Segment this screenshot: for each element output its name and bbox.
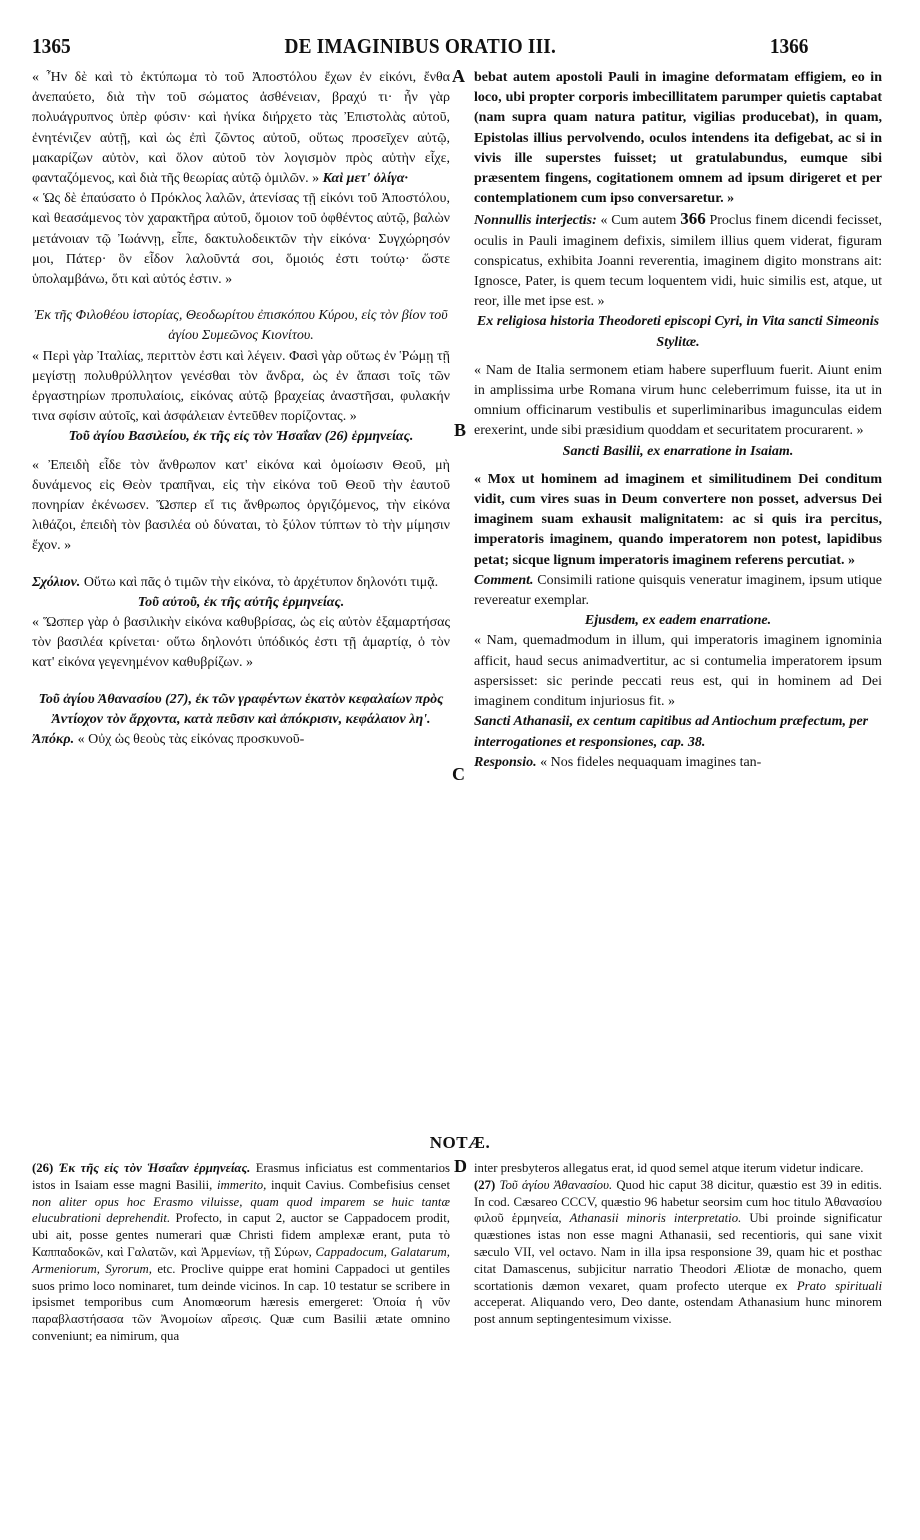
greek-scholion: Σχόλιον. Οὕτω καὶ πᾶς ὁ τιμῶν τὴν εἰκόνα, τὸ ἀρχέτυπον δηλονότι τιμᾷ. bbox=[32, 574, 439, 590]
note-26-continued: inter presbyteros allegatus erat, id quod semel atque iterum videtur indicare. bbox=[474, 1161, 864, 1175]
response-label: Ἀπόκρ. bbox=[32, 732, 75, 748]
greek-column bbox=[32, 68, 450, 750]
greek-paragraph: « Ἐπειδὴ εἶδε τὸν ἄνθρωπον κατ' εἰκόνα καὶ ὁμοίωσιν Θεοῦ, μὴ δυνάμενος εἰς Θεὸν τραπῆναι, εἰς τὴν εἰκόνα τοῦ Θεοῦ τὴν ἑαυτοῦ πονηρίαν ἐκένωσεν. Ὥσπερ εἴ τις ἄνθρωπος ὀργιζόμενος, τὴν εἰκόνα λιθάζοι, ἐπειδὴ τὸν βασιλέα οὐ δύναται, τὸ ξύλον τύπτων τὸ τὴν μίμησιν ἔχον. » bbox=[32, 457, 450, 554]
latin-paragraph: Nonnullis interjectis: « Cum autem 366 Proclus finem dicendi fecisset, oculis in Pauli imaginem defixis, similem illius quem viderat, figuram conspicatus, exhibita Joanni reverentia, imaginem digito monstrans ait: Ignosce, Pater, is quem tecum loquentem vidi, huic similis est, atque, ut reor, ille met ipse est. » bbox=[474, 209, 883, 310]
latin-section-heading: Ejusdem, ex eadem enarratione. bbox=[584, 613, 772, 629]
greek-section-heading: Τοῦ ἁγίου Βασιλείου, ἐκ τῆς εἰς τὸν Ἡσαΐαν (26) ἑρμηνείας. bbox=[68, 429, 414, 445]
notes-left-column bbox=[32, 1160, 450, 1345]
latin-paragraph: « Nam de Italia sermonem etiam habere superfluum fuerit. Aiunt enim in amplissima urbe Romana virum hunc celeberrimum fuisse, ita ut in omnium officinarum vestibulis et superliminaribus imagunculas eidem erexerint, unde sibi præsidium quoddam et securitatem procurarent. » bbox=[474, 362, 882, 439]
latin-comment: Comment. Consimili ratione quisquis veneratur imaginem, ipsum utique revereatur exemplar. bbox=[474, 572, 882, 609]
note-number: (26) bbox=[32, 1161, 54, 1175]
greek-interjection: Καὶ μετ' ὀλίγα· bbox=[322, 171, 408, 187]
latin-paragraph: « Mox ut hominem ad imaginem et similitudinem Dei conditum vidit, cum vires suas in Deum convertere non posset, adversus Dei imaginem suam exhausit malignitatem: ac si quis ira percitus, imperatoris imaginem, quando imperatorem non potest, lapidibus petat; sicque lignum imperatoris imaginem referens percutiat. » bbox=[474, 471, 882, 568]
response-label: Responsio. bbox=[474, 754, 537, 770]
scholion-label: Σχόλιον. bbox=[32, 574, 81, 590]
latin-paragraph: Responsio. « Nos fideles nequaquam imagines tan- bbox=[474, 754, 762, 770]
inline-column-marker: 366 bbox=[680, 209, 706, 229]
greek-paragraph: « Ὡς δὲ ἐπαύσατο ὁ Πρόκλος λαλῶν, ἀτενίσας τῇ εἰκόνι τοῦ Ἀποστόλου, καὶ θεασάμενος τὸν χαρακτῆρα αὐτοῦ, ὅμοιον τοῦ ὀφθέντος αὐτῷ, βαλὼν μετάνοιαν τῷ Ἰωάννῃ, εἶπε, δακτυλοδεικτῶν τὴν εἰκόνα· Συγχώρησόν μοι, Πάτερ· ὃν εἶδον λαλοῦντά σοι, ὅμοιός ἐστι τούτῳ· ὥστε ὑπολαμβάνω, ὅτι καὶ αὐτός ἐστιν. » bbox=[32, 191, 450, 288]
running-header bbox=[32, 34, 808, 62]
latin-paragraph: « Nam, quemadmodum in illum, qui imperatoris imaginem ignominia afficit, haud secus animadvertitur, ac si contumelia imperatorem ipsum aspersisset: sic perinde peccati reus est, qui in hominem ad Dei imaginem conditum injuriosus fit. » bbox=[474, 633, 882, 710]
note-27: (27) Τοῦ ἁγίου Ἀθανασίου. Quod hic caput 38 dicitur, quæstio est 39 in editis. In cod. Cæsareo CCCV, quæstio 96 habetur seorsim cum hoc titulo Ἀθανασίου φιλοῦ ἑρμηνεία, Athanasii minoris interpretatio. Ubi proinde significatur quæstiones istas non esse magni Athanasii, sed recentioris, qui sane vixit sæculo VII, vel octavo. Nam in illa ipsa responsione 39, quam hic et posthac citat Damascenus, subjicitur narratio Theodori Æliotæ de monacho, quem scortationis dæmon vexaret, quam profecto uterque ex Prato spirituali acceperat. Aliquando vero, Deo dante, ostendam Athanasium hunc minorem post annum septingentesimum vixisse. bbox=[474, 1177, 883, 1327]
margin-letter-d: D bbox=[454, 1156, 467, 1176]
greek-section-heading: Τοῦ ἁγίου Ἀθανασίου (27), ἐκ τῶν γραφέντων ἑκατὸν κεφαλαίων πρὸς Ἀντίοχον τὸν ἄρχοντα, κατὰ πεῦσιν καὶ ἀπόκρισιν, κεφάλαιον λη'. bbox=[38, 691, 444, 727]
note-26: (26) Ἐκ τῆς εἰς τὸν Ἡσαΐαν ἑρμηνείας. Erasmus inficiatus est commentarios istos in Isaiam esse magni Basilii, immerito, inquit Cavius. Combefisius censet non aliter opus hoc Erasmo viluisse, quam quod imparem se huic tantæ elucubrationi deprehendit. Profecto, in caput 2, auctor se Cappadocem prodit, ubi ait, posse gentes numerari quæ Christi fidem amplexæ erant, puta τὸ Καππαδοκῶν, καὶ Γαλατῶν, καὶ Ἀρμενίων, τῇ Σύρων, Cappadocum, Galatarum, Armeniorum, Syrorum, etc. Proclive quippe erat homini Cappadoci ut gentiles suos primo loco nominaret, tum deinde vicinos. In cap. 10 testatur se scribere in ipsismet temporibus cum Anomœorum hæresis emergeret: Ὁποία ἡ νῦν παραβλαστήσασα τῶν Ἀνομοίων αἵρεσις. Quæ cum Basilii ætate omnino conveniunt; ea nimirum, qua bbox=[32, 1161, 451, 1343]
notes-title: NOTÆ. bbox=[429, 1133, 491, 1152]
margin-letter-b: B bbox=[454, 420, 467, 440]
left-column-number: 1365 bbox=[32, 34, 71, 58]
latin-section-heading: Sancti Athanasii, ex centum capitibus ad Antiochum præfectum, per interrogationes et responsiones, cap. 38. bbox=[474, 714, 869, 750]
latin-paragraph: bebat autem apostoli Pauli in imagine deformatam effigiem, eo in loco, ubi propter corporis imbecillitatem parumper quietis captabat (nam supra quam natura patitur, vigilias producebat), in quam, Epistolas illius pervolvendo, oculos intendens ita defigebat, ac si in vivis ille superstes fuisset; ut gratulabundus, eumque sibi præsentem fingens, cogitationem omnem ad ipsum dirigeret et per contemplationem cum ipso conversaretur. » bbox=[474, 70, 882, 207]
running-title: DE IMAGINIBUS ORATIO III. bbox=[284, 34, 557, 58]
greek-paragraph: Ἀπόκρ. « Οὐχ ὡς θεοὺς τὰς εἰκόνας προσκυνοῦ- bbox=[32, 732, 305, 748]
greek-paragraph: « Ὥσπερ γὰρ ὁ βασιλικὴν εἰκόνα καθυβρίσας, ὡς εἰς αὐτὸν ἐξαμαρτήσας τὸν βασιλέα κρίνεται· οὕτω δηλονότι ὑπόδικός ἐστι τῇ ἁμαρτίᾳ, ὁ τὸν κατ' εἰκόνα γεγενημένον καθυβρίζων. » bbox=[32, 615, 450, 671]
notes-right-column bbox=[474, 1160, 882, 1328]
right-column-number: 1366 bbox=[769, 34, 809, 58]
latin-interjection: Nonnullis interjectis: bbox=[474, 213, 597, 229]
latin-section-heading: Sancti Basilii, ex enarratione in Isaiam. bbox=[562, 443, 794, 459]
margin-letter-a: A bbox=[452, 66, 465, 86]
greek-section-heading: Τοῦ αὐτοῦ, ἐκ τῆς αὐτῆς ἑρμηνείας. bbox=[137, 594, 345, 610]
greek-paragraph: « Ἦν δὲ καὶ τὸ ἐκτύπωμα τὸ τοῦ Ἀποστόλου ἔχων ἐν εἰκόνι, ἔνθα ἀνεπαύετο, διὰ τὴν τοῦ σώματος ἀσθένειαν, βραχύ τι· ἦν γὰρ πολυάγρυπνος ὑπὲρ φύσιν· καὶ ἡνίκα διήρχετο τὰς Ἐπιστολὰς αὐτοῦ, ἐνητένιζεν αὐτῇ, καὶ ὡς ἐπὶ ζῶντος αὐτοῦ, οὕτως προσεῖχεν αὐτῷ, μακαρίζων αὐτὸν, καὶ ὅλον αὐτοῦ τὸν λογισμὸν πρὸς αὐτὴν εἶχε, φανταζόμενος, καὶ διὰ τῆς θεωρίας αὐτῷ ὁμιλῶν. » Καὶ μετ' ὀλίγα· bbox=[32, 70, 450, 187]
latin-section-heading: Ex religiosa historia Theodoreti episcopi Cyri, in Vita sancti Simeonis Stylitæ. bbox=[476, 314, 880, 350]
greek-section-heading: Ἐκ τῆς Φιλοθέου ἱστορίας, Θεοδωρίτου ἐπισκόπου Κύρου, εἰς τὸν βίον τοῦ ἁγίου Συμεῶνος Κιονίτου. bbox=[34, 308, 448, 344]
comment-label: Comment. bbox=[474, 572, 534, 588]
margin-letter-c: C bbox=[452, 764, 465, 784]
latin-column bbox=[474, 68, 882, 773]
note-number: (27) bbox=[474, 1177, 496, 1192]
greek-paragraph: « Περὶ γὰρ Ἰταλίας, περιττὸν ἐστι καὶ λέγειν. Φασὶ γὰρ οὕτως ἐν Ῥώμῃ τῇ μεγίστῃ πολυθρύλλητον γενέσθαι τὸν ἄνδρα, ὡς ἐν ἅπασι τοῖς τῶν ἐργαστηρίων προπυλαίοις, εἰκόνας αὐτῷ βραχείας ἀναστῆσαι, φυλακήν τινα σφίσιν αὐτοῖς, καὶ ἀσφάλειαν ἐντεῦθεν πορίζοντας. » bbox=[32, 348, 450, 425]
